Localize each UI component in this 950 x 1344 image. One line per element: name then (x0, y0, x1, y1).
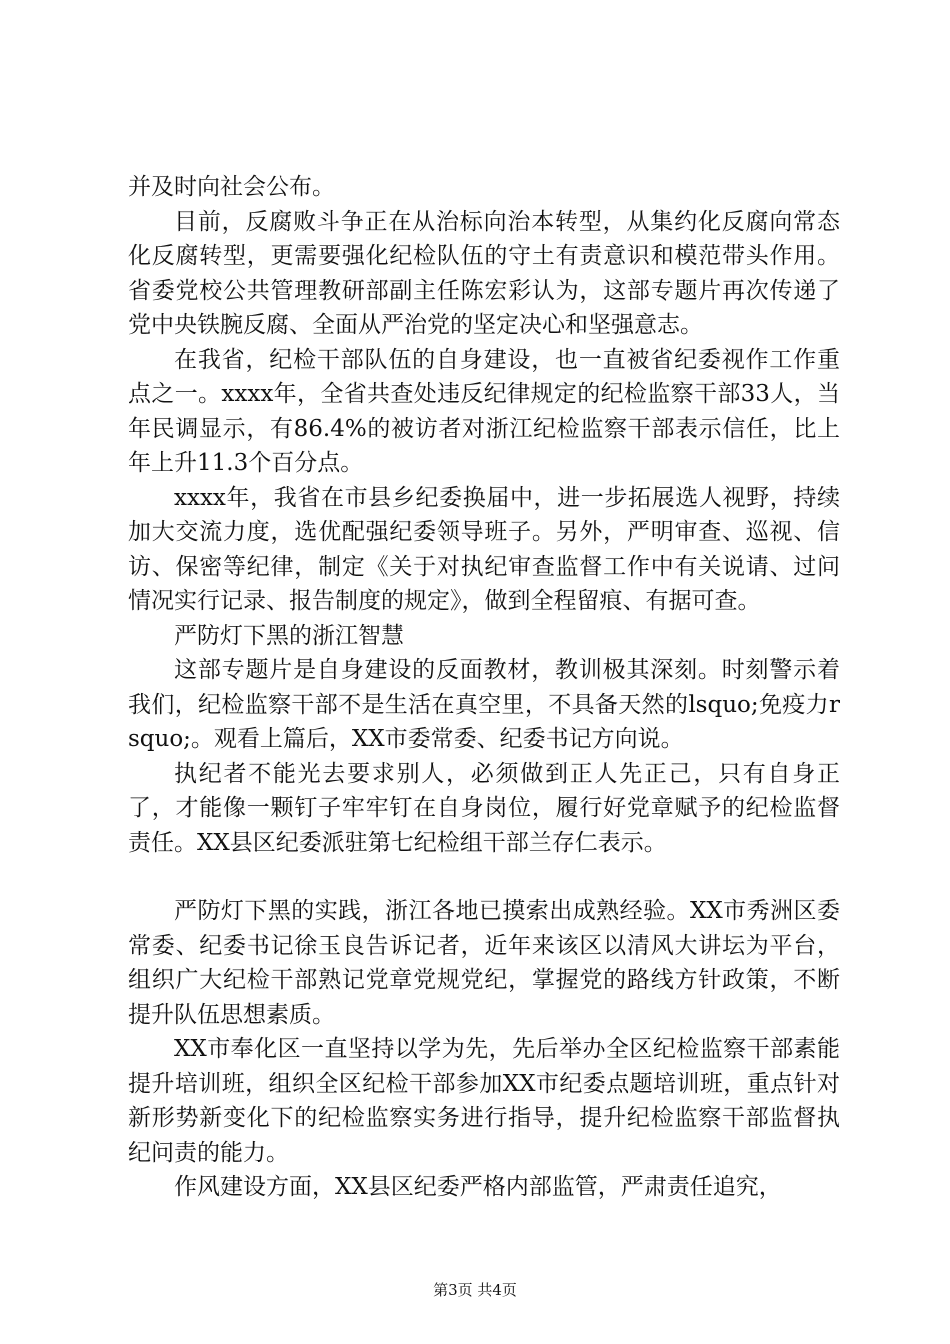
paragraph-3: 在我省，纪检干部队伍的自身建设，也一直被省纪委视作工作重点之一。xxxx年，全省共查处违反纪律规定的纪检监察干部33人，当年民调显示，有86.4%的被访者对浙江纪检监察干部表示信任，比上年上升11.3个百分点。 (128, 346, 840, 476)
paragraph-4: xxxx年，我省在市县乡纪委换届中，进一步拓展选人视野，持续加大交流力度，选优配强纪委领导班子。另外，严明审查、巡视、信访、保密等纪律，制定《关于对执纪审查监督工作中有关说请、过问情况实行记录、报告制度的规定》，做到全程留痕、有据可查。 (128, 484, 840, 614)
blank-line (128, 860, 840, 894)
paragraph-1: 并及时向社会公布。 (128, 174, 335, 200)
document-body (128, 170, 840, 1205)
paragraph-7: 严防灯下黑的实践，浙江各地已摸索出成熟经验。XX市秀洲区委常委、纪委书记徐玉良告诉记者，近年来该区以清风大讲坛为平台，组织广大纪检干部熟记党章党规党纪，掌握党的路线方针政策，不断提升队伍思想素质。 (128, 898, 840, 1028)
page-footer: 第3页 共4页 (433, 1281, 517, 1299)
paragraph-8: XX市奉化区一直坚持以学为先，先后举办全区纪检监察干部素能提升培训班，组织全区纪检干部参加XX市纪委点题培训班，重点针对新形势新变化下的纪检监察实务进行指导，提升纪检监察干部监督执纪问责的能力。 (128, 1036, 840, 1166)
paragraph-9: 作风建设方面，XX县区纪委严格内部监管，严肃责任追究， (174, 1174, 782, 1200)
paragraph-6: 执纪者不能光去要求别人，必须做到正人先正己，只有自身正了，才能像一颗钉子牢牢钉在自身岗位，履行好党章赋予的纪检监督责任。XX县区纪委派驻第七纪检组干部兰存仁表示。 (128, 760, 840, 856)
paragraph-5: 这部专题片是自身建设的反面教材，教训极其深刻。时刻警示着我们，纪检监察干部不是生活在真空里，不具备天然的lsquo;免疫力rsquo;。观看上篇后，XX市委常委、纪委书记方向说。 (128, 657, 840, 752)
paragraph-2: 目前，反腐败斗争正在从治标向治本转型，从集约化反腐向常态化反腐转型，更需要强化纪检队伍的守土有责意识和模范带头作用。省委党校公共管理教研部副主任陈宏彩认为，这部专题片再次传递了党中央铁腕反腐、全面从严治党的坚定决心和坚强意志。 (128, 208, 840, 338)
section-heading: 严防灯下黑的浙江智慧 (174, 622, 404, 649)
